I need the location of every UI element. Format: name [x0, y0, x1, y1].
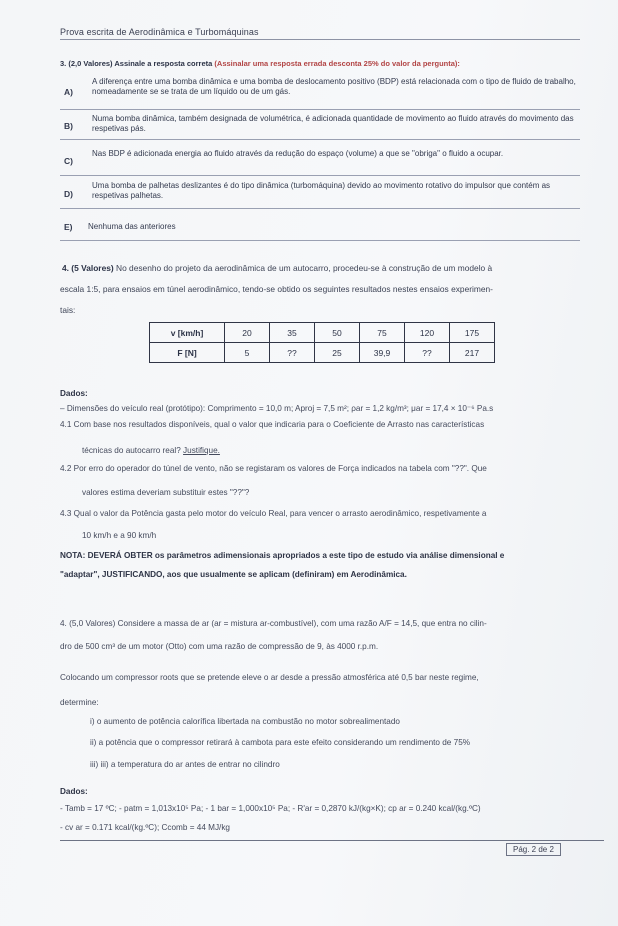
table-cell: 50	[315, 323, 360, 343]
question-3-title	[60, 59, 600, 68]
question-4b-line-2: dro de 500 cm³ de um motor (Otto) com uma razão de compressão de 9, às 4000 r.p.m.	[60, 642, 379, 651]
option-text: Nenhuma das anteriores	[88, 222, 176, 231]
option-text: Uma bomba de palhetas deslizantes é do tipo dinâmica (turbomáquina) devido ao movimento rotativo do impulsor que contém as respetivas palhetas.	[92, 181, 551, 200]
question-4-1-line-1: 4.1 Com base nos resultados disponíveis, qual o valor que indicaria para o Coeficiente de Arrasto nas características	[60, 420, 485, 429]
table-cell: 217	[450, 343, 495, 363]
question-4-intro-line-3: tais:	[60, 305, 76, 315]
question-4b-line-4: determine:	[60, 698, 99, 707]
option-letter: B)	[64, 121, 73, 131]
question-4-1-line-2	[82, 445, 618, 457]
option-e[interactable]	[60, 214, 580, 241]
page-number: Pág. 2 de 2	[506, 843, 561, 856]
nota-line-2: "adaptar", JUSTIFICANDO, aos que usualmente se aplicam (definiram) em Aerodinâmica.	[60, 570, 407, 579]
question-4-title: 4. (5 Valores)	[62, 263, 114, 273]
dados-line-2: - cv ar = 0.171 kcal/(kg.ºC); Ccomb = 44 MJ/kg	[60, 823, 230, 832]
option-letter: A)	[64, 87, 73, 97]
table-row	[150, 343, 495, 363]
table-cell: 175	[450, 323, 495, 343]
table-header-force: F [N]	[150, 343, 225, 363]
option-b[interactable]	[60, 111, 580, 140]
option-text: A diferença entre uma bomba dinâmica e uma bomba de deslocamento positivo (BDP) está relacionada com o tipo de fluido de trabalho, nomeadamente se se trata de um líquido ou de um gás.	[92, 77, 576, 96]
option-c[interactable]	[60, 145, 580, 176]
question-4-2-line-2: valores estima deveriam substituir estes "??"?	[82, 488, 250, 497]
table-cell: 25	[315, 343, 360, 363]
table-header-velocity: v [km/h]	[150, 323, 225, 343]
table-cell: 5	[225, 343, 270, 363]
option-letter: C)	[64, 156, 73, 166]
table-cell: 120	[405, 323, 450, 343]
list-item: ii) a potência que o compressor retirará à cambota para este efeito considerando um rendimento de 75%	[90, 738, 471, 747]
option-a[interactable]	[60, 75, 580, 110]
question-4-1-text: técnicas do autocarro real?	[82, 446, 181, 455]
table-cell: 20	[225, 323, 270, 343]
question-4b-line-1: 4. (5,0 Valores) Considere a massa de ar (ar = mistura ar-combustível), com uma razão A/F = 14,5, que entra no cilin-	[60, 619, 487, 628]
table-cell: 35	[270, 323, 315, 343]
table-cell: 39,9	[360, 343, 405, 363]
justify-link-text: Justifique.	[183, 446, 220, 455]
list-item: i) o aumento de potência calorífica libertada na combustão no motor sobrealimentado	[90, 717, 400, 726]
option-letter: D)	[64, 189, 73, 199]
question-4-intro-line-1: No desenho do projeto da aerodinâmica de um autocarro, procedeu-se à construção de um modelo à	[116, 263, 493, 273]
table-cell: 75	[360, 323, 405, 343]
question-4-2-line-1: 4.2 Por erro do operador do túnel de vento, não se registaram os valores de Força indicados na tabela com "??". Que	[60, 464, 487, 473]
option-text: Nas BDP é adicionada energia ao fluido através da redução do espaço (volume) a que se "obriga" o fluido a ocupar.	[92, 149, 504, 158]
dados-label-2: Dados:	[60, 787, 88, 796]
dados-line-1: - Tamb = 17 ºC; - patm = 1,013x10⁵ Pa; - 1 bar = 1,000x10⁵ Pa; - R'ar = 0,2870 kJ/(kg×K); cp ar = 0.240 kcal/(kg.ºC)	[60, 804, 481, 813]
footer-divider	[60, 840, 604, 841]
question-3-number: 3.	[60, 59, 67, 68]
wind-tunnel-results-table	[149, 322, 495, 363]
question-4-3-line-1: 4.3 Qual o valor da Potência gasta pelo motor do veículo Real, para vencer o arrasto aerodinâmico, respetivamente a	[60, 509, 487, 518]
table-row	[150, 323, 495, 343]
question-3-prefix: (2,0 Valores) Assinale a resposta correta	[68, 59, 213, 68]
question-4-intro	[60, 262, 600, 317]
dados-label: Dados:	[60, 389, 88, 398]
table-cell: ??	[270, 343, 315, 363]
question-4-3-line-2: 10 km/h e a 90 km/h	[82, 531, 157, 540]
question-4-intro-line-2: escala 1:5, para ensaios em túnel aerodinâmico, tendo-se obtido os seguintes resultados nestes ensaios experimen-	[60, 284, 493, 294]
list-item: iii) iii) a temperatura do ar antes de entrar no cilindro	[90, 760, 280, 769]
option-letter: E)	[64, 222, 73, 232]
page-header: Prova escrita de Aerodinâmica e Turbomáquinas	[60, 27, 580, 40]
nota-line-1: NOTA: DEVERÁ OBTER os parâmetros adimensionais apropriados a este tipo de estudo via análise dimensional e	[60, 551, 505, 560]
option-d[interactable]	[60, 178, 580, 209]
dados-line: – Dimensões do veículo real (protótipo): Comprimento = 10,0 m; Aproj = 7,5 m²; ρar = 1,2 kg/m³; μar = 17,4 × 10⁻⁶ Pa.s	[60, 404, 494, 413]
table-cell: ??	[405, 343, 450, 363]
option-text: Numa bomba dinâmica, também designada de volumétrica, é adicionada quantidade de movimento ao fluido através do movimento das respetivas pás.	[92, 114, 574, 133]
question-3-penalty: (Assinalar uma resposta errada desconta 25% do valor da pergunta):	[214, 59, 460, 68]
question-4b-line-3: Colocando um compressor roots que se pretende eleve o ar desde a pressão atmosférica até 0,5 bar neste regime,	[60, 673, 479, 682]
